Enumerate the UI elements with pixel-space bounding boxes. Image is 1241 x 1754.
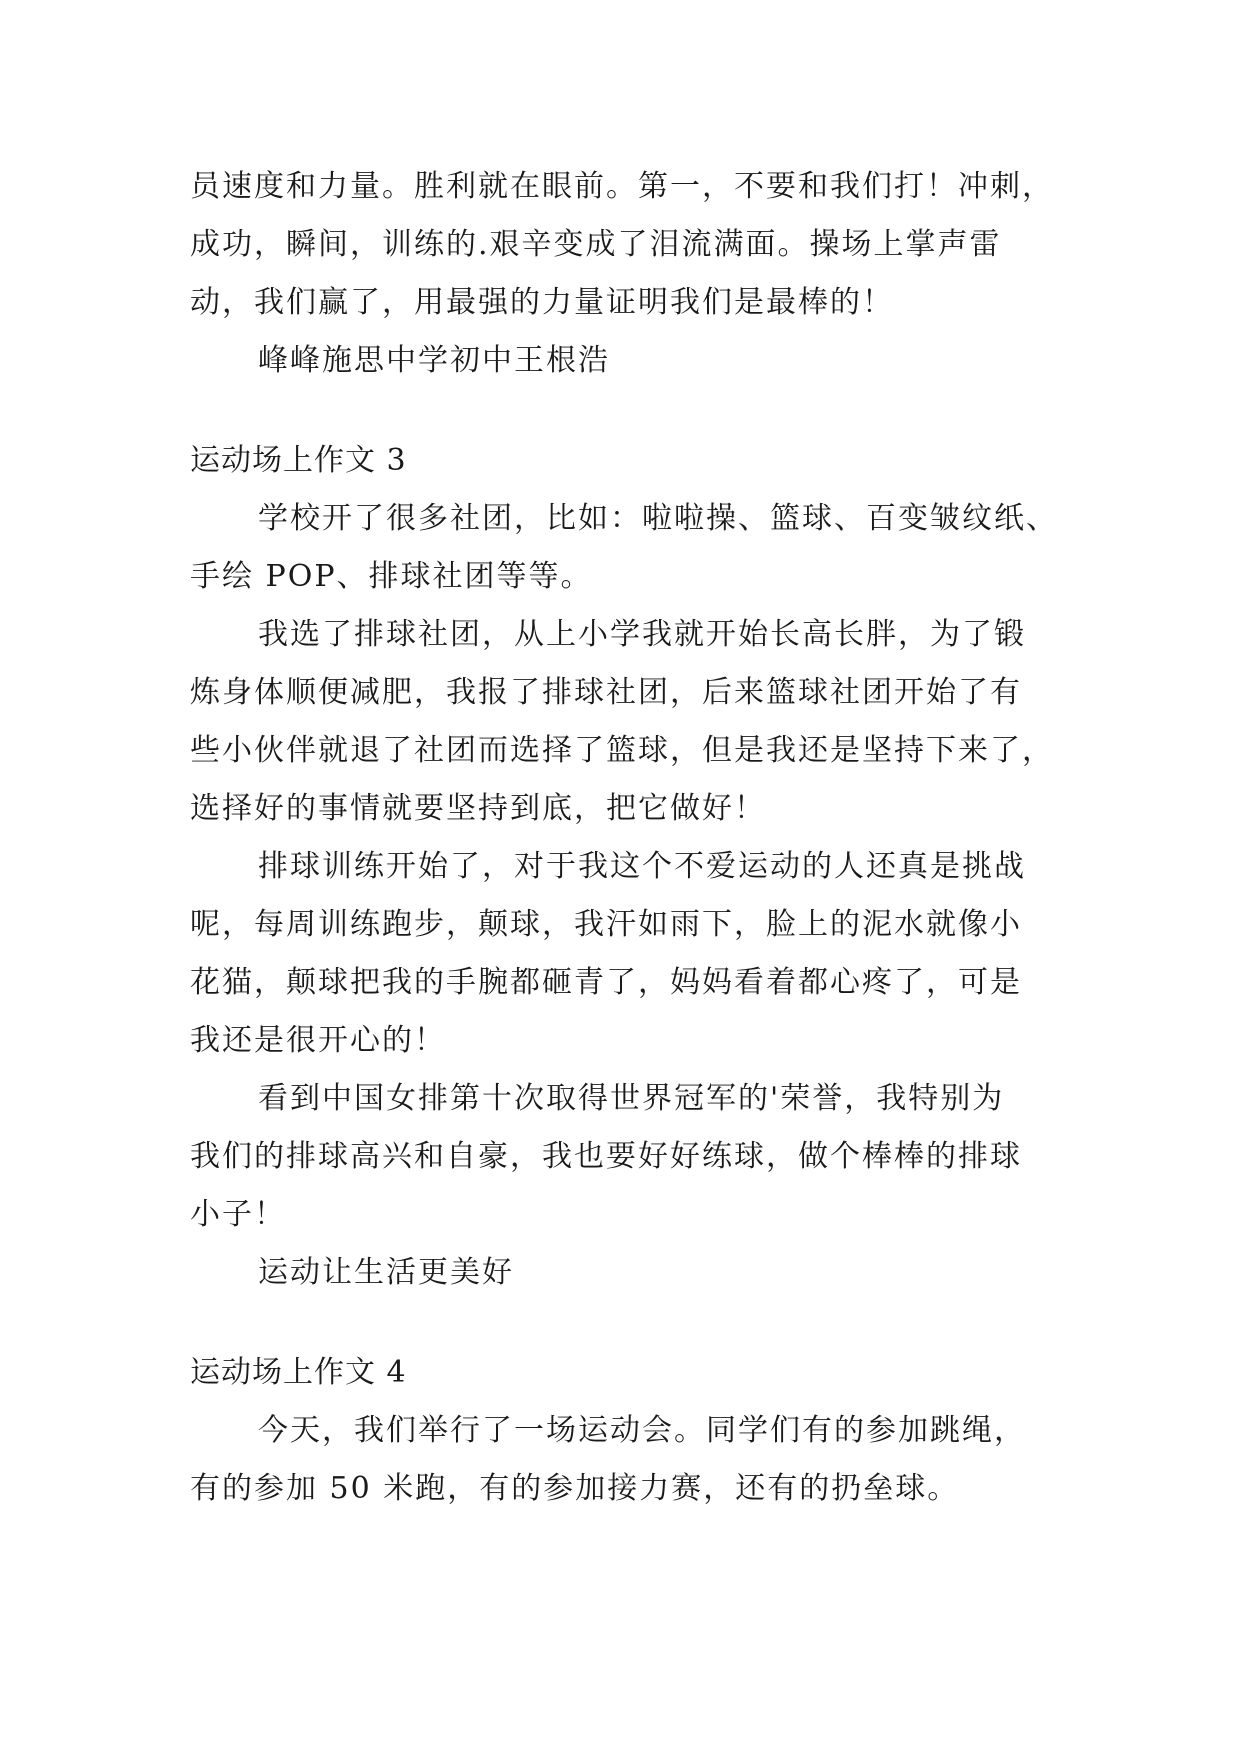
paragraph-line: 员速度和力量。胜利就在眼前。第一，不要和我们打！冲刺， [190,169,1054,204]
document-body [190,158,1060,1518]
section-2-tail [190,158,1060,390]
paragraph-line: 炼身体顺便减肥，我报了排球社团，后来篮球社团开始了有 [190,675,1022,710]
paragraph-line: 花猫，颠球把我的手腕都砸青了，妈妈看着都心疼了，可是 [190,965,1022,1000]
paragraph-line: 今天，我们举行了一场运动会。同学们有的参加跳绳， [258,1413,1026,1448]
section-title: 运动场上作文 3 [190,443,407,478]
section-3 [190,432,1060,1302]
paragraph-line: 看到中国女排第十次取得世界冠军的'荣誉，我特别为 [258,1081,1005,1116]
paragraph-line: 有的参加 50 米跑，有的参加接力赛，还有的扔垒球。 [190,1471,960,1506]
section-4 [190,1344,1060,1518]
paragraph-line: 学校开了很多社团，比如：啦啦操、篮球、百变皱纹纸、 [258,501,1058,536]
paragraph-line: 呢，每周训练跑步，颠球，我汗如雨下，脸上的泥水就像小 [190,907,1022,942]
paragraph-line: 选择好的事情就要坚持到底，把它做好！ [190,791,766,826]
paragraph-line: 我还是很开心的！ [190,1023,446,1058]
paragraph-line: 我选了排球社团，从上小学我就开始长高长胖，为了锻 [258,617,1026,652]
closing-line: 运动让生活更美好 [258,1255,514,1290]
paragraph-line: 我们的排球高兴和自豪，我也要好好练球，做个棒棒的排球 [190,1139,1022,1174]
paragraph-line: 动，我们赢了，用最强的力量证明我们是最棒的！ [190,285,894,320]
author-line: 峰峰施思中学初中王根浩 [258,343,610,378]
paragraph-line: 手绘 POP、排球社团等等。 [190,559,593,594]
paragraph-line: 排球训练开始了，对于我这个不爱运动的人还真是挑战 [258,849,1026,884]
paragraph-line: 成功，瞬间，训练的.艰辛变成了泪流满面。操场上掌声雷 [190,227,1002,262]
section-title: 运动场上作文 4 [190,1355,407,1390]
paragraph-line: 小子！ [190,1197,286,1232]
paragraph-line: 些小伙伴就退了社团而选择了篮球，但是我还是坚持下来了， [190,733,1054,768]
